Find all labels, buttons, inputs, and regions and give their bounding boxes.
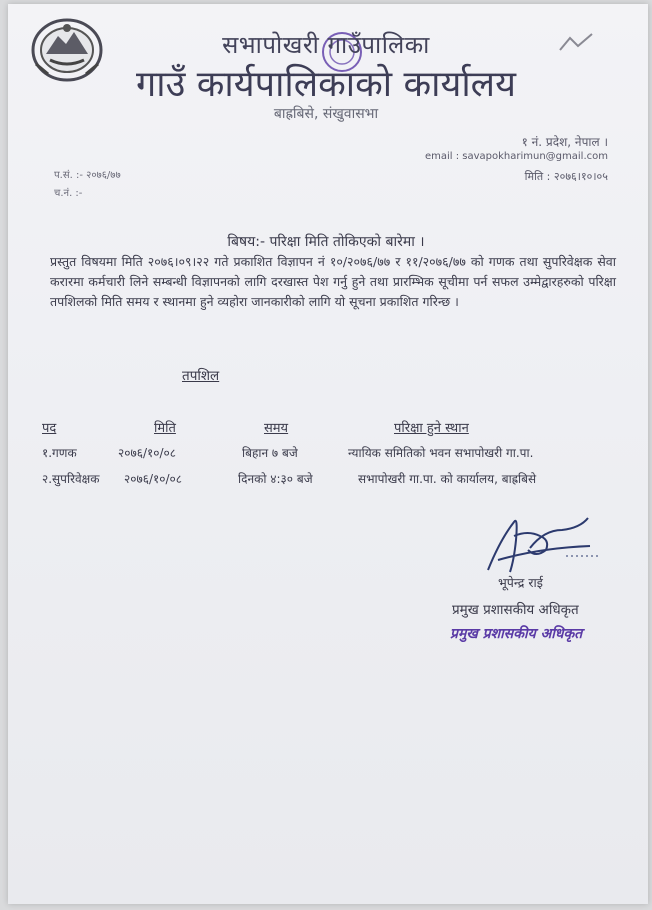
email-line bbox=[425, 151, 608, 162]
row-place: न्यायिक समितिको भवन सभापोखरी गा.पा. bbox=[348, 446, 534, 460]
row-time: दिनको ४:३० बजे bbox=[238, 472, 313, 486]
signatory-name: भूपेन्द्र राई bbox=[498, 575, 543, 590]
designation-stamp: प्रमुख प्रशासकीय अधिकृत bbox=[450, 626, 583, 642]
province-line: १ नं. प्रदेश, नेपाल । bbox=[521, 135, 608, 149]
municipality-name: सभापोखरी गाउँपालिका bbox=[222, 31, 430, 59]
office-location: बाह्रबिसे, संखुवासभा bbox=[273, 106, 379, 122]
date-label: मिति : bbox=[524, 170, 551, 183]
date-line bbox=[525, 169, 608, 184]
row-post: १.गणक bbox=[42, 446, 77, 460]
subject-line: बिषय:- परिक्षा मिति तोकिएको बारेमा । bbox=[227, 234, 425, 250]
column-header-place: परिक्षा हुने स्थान bbox=[394, 421, 469, 436]
column-header-time: समय bbox=[264, 421, 289, 436]
dispatch-number: च.नं. :- bbox=[54, 188, 83, 199]
office-name: गाउँ कार्यपालिकाको कार्यालय bbox=[136, 64, 516, 105]
reference-number: प.सं. :- २०७६/७७ bbox=[54, 170, 121, 181]
email-label: email : bbox=[424, 151, 460, 162]
row-post: २.सुपरिवेक्षक bbox=[42, 472, 100, 486]
email-value: savapokharimun@gmail.com bbox=[462, 151, 608, 162]
date-value: २०७६।१०।०५ bbox=[553, 170, 608, 183]
row-date: २०७६/१०/०८ bbox=[118, 446, 177, 460]
signatory-title: प्रमुख प्रशासकीय अधिकृत bbox=[452, 602, 579, 618]
details-heading: तपशिल bbox=[182, 368, 220, 384]
row-place: सभापोखरी गा.पा. को कार्यालय, बाह्रबिसे bbox=[358, 472, 537, 486]
column-header-date: मिति bbox=[154, 421, 176, 436]
notice-body: प्रस्तुत विषयमा मिति २०७६।०९।२२ गते प्रकाशित विज्ञापन नं १०/२०७६/७७ र ११/२०७६/७७ को गणक तथा सुपरिवेक्षक सेवा करारमा कर्मचारी लिने सम्बन्धी विज्ञापनको लागि दरखास्त पेश गर्नु हुने तथा प्रारम्भिक सूचीमा पर्न सफल उम्मेद्वारहरुको परिक्षा तपशिलको मिति समय र स्थानमा हुने व्यहोरा जानकारीको लागि यो सूचना प्रकाशित गरिन्छ । bbox=[50, 254, 616, 309]
row-date: २०७६/१०/०८ bbox=[124, 472, 183, 486]
row-time: बिहान ७ बजे bbox=[242, 446, 298, 460]
column-header-post: पद bbox=[42, 421, 57, 436]
